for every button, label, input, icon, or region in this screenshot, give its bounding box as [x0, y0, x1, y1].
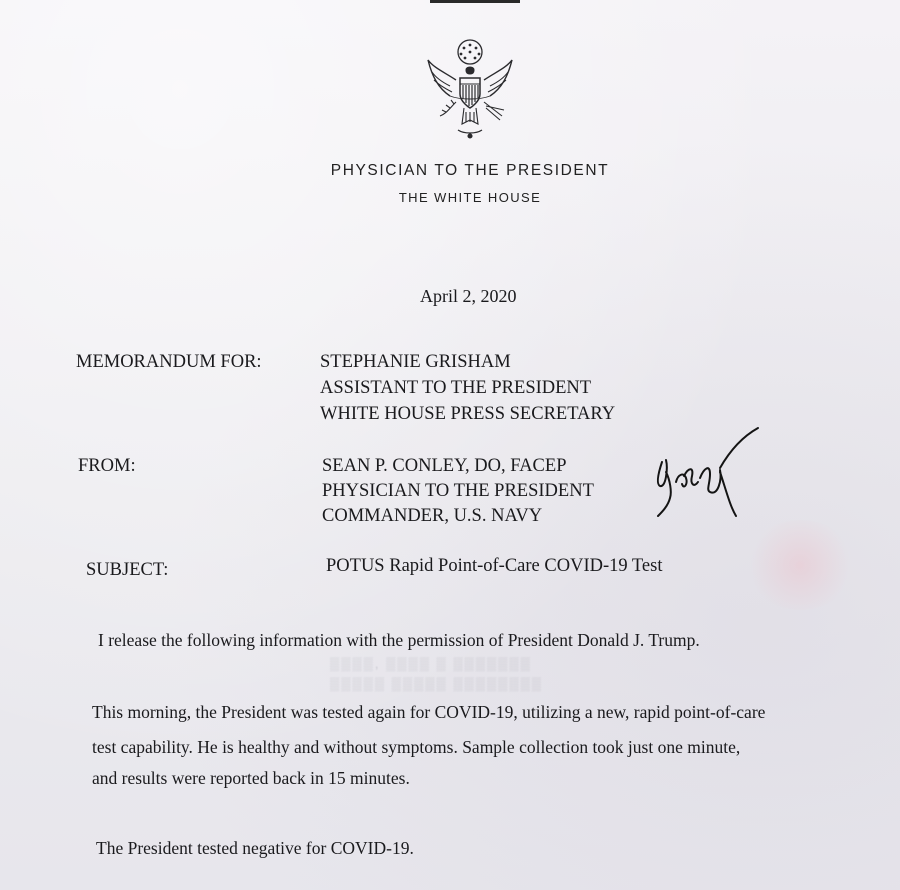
memo-for-label: MEMORANDUM FOR:: [76, 352, 262, 372]
from-label: FROM:: [78, 456, 136, 476]
body-conclusion: The President tested negative for COVID-19.: [96, 838, 414, 858]
letterhead-subtitle: THE WHITE HOUSE: [398, 190, 542, 205]
letterhead-title: PHYSICIAN TO THE PRESIDENT: [330, 162, 610, 179]
memo-for-line-3: WHITE HOUSE PRESS SECRETARY: [320, 404, 616, 424]
subject-text: POTUS Rapid Point-of-Care COVID-19 Test: [326, 556, 663, 576]
body-paragraph-line-2: test capability. He is healthy and without symptoms. Sample collection took just one minute,: [92, 737, 741, 757]
bleed-through-mark-1: ▒▒▒▒, ▒▒▒▒ ▒ ▒▒▒▒▒▒▒: [330, 656, 532, 671]
from-line-1: SEAN P. CONLEY, DO, FACEP: [322, 456, 567, 476]
paper-top-edge: [430, 0, 520, 3]
presidential-seal-icon: [420, 36, 520, 140]
body-intro: I release the following information with the permission of President Donald J. Trump.: [98, 630, 700, 650]
memo-for-line-2: ASSISTANT TO THE PRESIDENT: [320, 378, 592, 398]
from-line-3: COMMANDER, U.S. NAVY: [322, 506, 543, 526]
memo-date: April 2, 2020: [420, 286, 517, 306]
memo-for-line-1: STEPHANIE GRISHAM: [320, 352, 511, 372]
from-line-2: PHYSICIAN TO THE PRESIDENT: [322, 481, 594, 501]
body-paragraph-line-3: and results were reported back in 15 minutes.: [92, 768, 410, 788]
paper-stain: [745, 520, 855, 610]
signature-icon: [648, 424, 768, 524]
body-paragraph-line-1: This morning, the President was tested again for COVID-19, utilizing a new, rapid point-of-care: [92, 702, 766, 722]
bleed-through-mark-2: ▒▒▒▒▒ ▒▒▒▒▒ ▒▒▒▒▒▒▒▒: [330, 676, 544, 691]
subject-label: SUBJECT:: [86, 560, 169, 580]
